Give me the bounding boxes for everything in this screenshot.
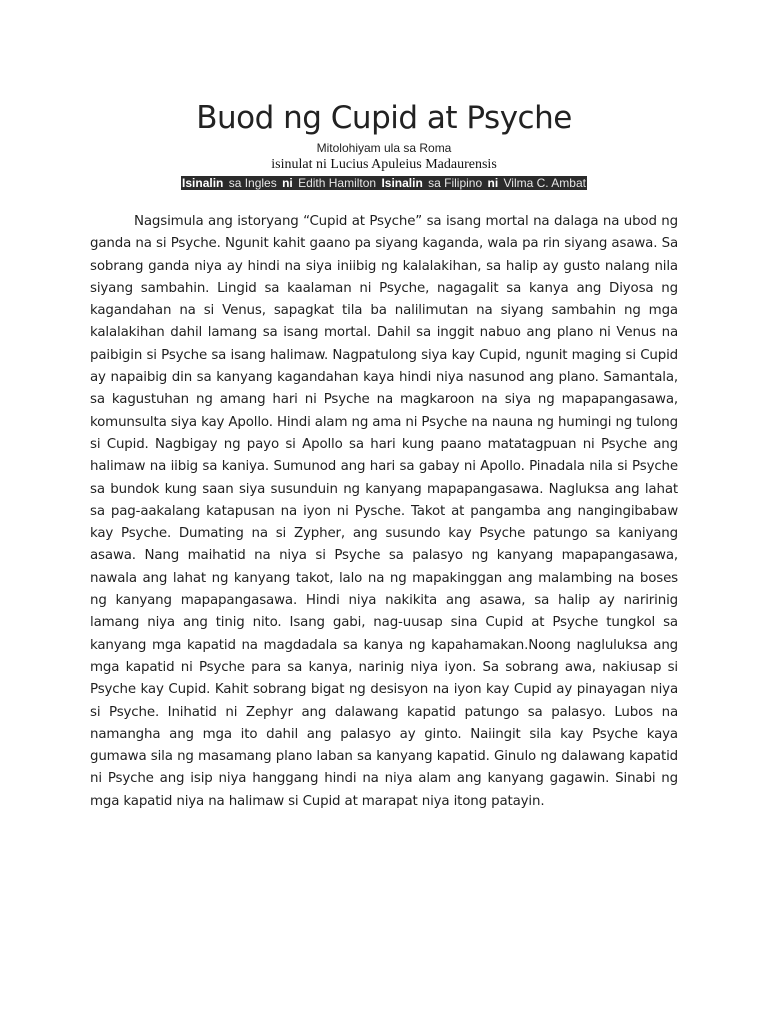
document-title: Buod ng Cupid at Psyche: [196, 100, 572, 136]
translator-part: Isinalin: [182, 176, 224, 190]
translator-credits: [90, 175, 678, 191]
translator-part: Vilma C. Ambat: [500, 176, 586, 190]
translator-part: Edith Hamilton: [294, 176, 380, 190]
translator-part: sa Filipino: [424, 176, 486, 190]
translator-part: ni: [282, 176, 293, 190]
document-page: [90, 96, 678, 826]
translator-part: ni: [487, 176, 499, 190]
author-line: isinulat ni Lucius Apuleius Madaurensis: [271, 157, 497, 172]
story-paragraph: Nagsimula ang istoryang “Cupid at Psyche” sa isang mortal na dalaga na ubod ng ganda na si Psyche. Ngunit kahit gaano pa siyang kaganda, wala pa rin siyang asawa. Sa sobrang ganda niya ay hindi na siya iniibig ng kalalakihan, sa halip ay gusto nalang nila siyang sambahin. Lingid sa kaalaman ni Psyche, nagagalit sa kanya ang Diyosa ng kagandahan na si Venus, sapagkat tila ba nalilimutan na siyang sambahin ng mga kalalakihan dahil lamang sa isang mortal. Dahil sa inggit nabuo ang plano ni Venus na paibigin si Psyche sa isang halimaw. Nagpatulong siya kay Cupid, ngunit maging si Cupid ay napaibig din sa kanyang kagandahan kaya hindi niya nasunod ang plano. Samantala, sa kagustuhan ng amang hari ni Psyche na magkaroon na siya ng mapapangasawa, komunsulta siya kay Apollo. Hindi alam ng ama ni Psyche na nauna ng humingi ng tulong si Cupid. Nagbigay ng payo si Apollo sa hari kung paano matatagpuan ni Psyche ang halimaw na iibig sa kaniya. Sumunod ang hari sa gabay ni Apollo. Pinadala nila si Psyche sa bundok kung saan siya susunduin ng kanyang mapapangasawa. Nagluksa ang lahat sa pag-aakalang katapusan na iyon ni Pysche. Takot at pangamba ang nangingibabaw kay Psyche. Dumating na si Zypher, ang susundo kay Psyche patungo sa kaniyang asawa. Nang maihatid na niya si Psyche sa palasyo ng kanyang mapapangasawa, nawala ang lahat ng kanyang takot, lalo na ng mapakinggan ang malambing na boses ng kanyang mapapangasawa. Hindi niya nakikita ang asawa, sa halip ay naririnig lamang niya ang tinig nito. Isang gabi, nag-uusap sina Cupid at Psyche tungkol sa kanyang mga kapatid na magdadala sa kanya ng kapahamakan.Noong nagluluksa ang mga kapatid ni Psyche para sa kanya, narinig niya iyon. Sa sobrang awa, nakiusap si Psyche kay Cupid. Kahit sobrang bigat ng desisyon na iyon kay Cupid ay pinayagan niya si Psyche. Inihatid ni Zephyr ang dalawang kapatid patungo sa palasyo. Lubos na namangha ang mga ito dahil ang palasyo ay ginto. Naiingit sila kay Psyche kaya gumawa sila ng masamang plano laban sa kanyang kapatid. Ginulo ng dalawang kapatid ni Psyche ang isip niya hanggang hindi na niya alam ang kanyang gagawin. Sinabi ng mga kapatid niya na halimaw si Cupid at marapat niya itong patayin.: [90, 214, 678, 809]
document-subtitle: Mitolohiyam ula sa Roma: [316, 141, 452, 155]
translator-part: Isinalin: [381, 176, 423, 190]
translator-part: sa Ingles: [225, 176, 281, 190]
